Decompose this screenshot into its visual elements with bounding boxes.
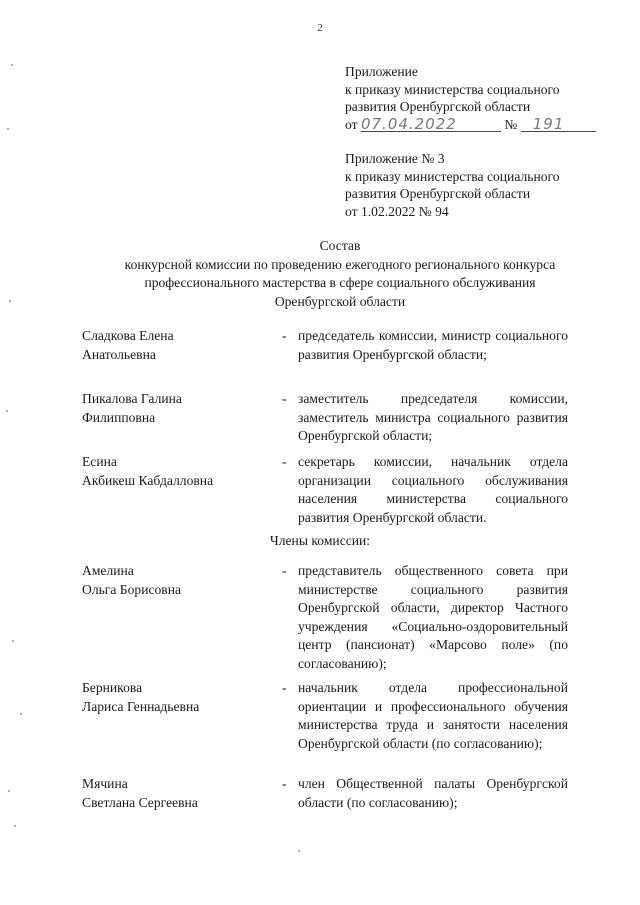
appendix3-ministry-line: развития Оренбургской области — [345, 186, 531, 201]
member-surname: Есина — [82, 454, 117, 469]
number-prefix: № — [504, 116, 518, 132]
dash-separator: - — [282, 391, 287, 406]
member-given-names: Ольга Борисовна — [82, 581, 182, 597]
member-name — [82, 679, 272, 716]
appendix-ministry-line: развития Оренбургской области — [345, 99, 531, 114]
member-surname: Сладкова Елена — [82, 328, 174, 343]
handwritten-date: 07.04.2022 — [360, 114, 457, 133]
member-role: секретарь комиссии, начальник отдела организации социального обслуживания населения министерства социального развития Оренбургской области. — [298, 454, 568, 525]
member-role: председатель комиссии, министр социального развития Оренбургской области; — [298, 328, 568, 362]
handwritten-number-field — [521, 114, 596, 133]
dash-separator: - — [282, 776, 287, 791]
scan-speck — [9, 300, 11, 302]
scan-speck — [14, 825, 16, 827]
date-prefix: от — [345, 116, 358, 132]
title-line-3: профессионального мастерства в сфере социального обслуживания — [144, 275, 536, 290]
member-name — [82, 453, 272, 490]
scan-speck — [6, 410, 8, 412]
dash-separator: - — [282, 680, 287, 695]
handwritten-date-field — [360, 114, 501, 133]
title-line-1: Состав — [319, 238, 361, 253]
appendix-header-previous — [345, 150, 605, 220]
scan-speck — [20, 713, 22, 715]
dash-separator: - — [282, 454, 287, 469]
member-surname: Мячина — [82, 776, 128, 791]
handwritten-number: 191 — [532, 114, 565, 133]
member-given-names: Лариса Геннадьевна — [82, 698, 200, 714]
scan-speck — [7, 128, 9, 130]
title-line-2: конкурсной комиссии по проведению ежегодного регионального конкурса — [124, 256, 556, 272]
appendix3-title: Приложение № 3 — [345, 151, 445, 166]
scan-speck — [12, 640, 14, 642]
member-given-names: Анатольевна — [82, 346, 156, 362]
member-surname: Пикалова Галина — [82, 391, 182, 406]
scan-speck — [8, 790, 10, 792]
member-role: член Общественной палаты Оренбургской области (по согласованию); — [298, 776, 568, 810]
member-given-names: Акбикеш Кабдалловна — [82, 472, 214, 488]
dash-separator: - — [282, 328, 287, 343]
member-given-names: Светлана Сергеевна — [82, 794, 198, 810]
appendix3-date-line: от 1.02.2022 № 94 — [345, 203, 449, 219]
page-number: 2 — [317, 22, 323, 34]
member-name — [82, 390, 272, 427]
appendix-order-line: к приказу министерства социального — [345, 81, 560, 97]
appendix-header-current — [345, 63, 605, 133]
scan-speck — [298, 850, 300, 852]
appendix-date-line — [345, 116, 605, 134]
member-name — [82, 327, 272, 364]
appendix3-order-line: к приказу министерства социального — [345, 168, 560, 184]
member-role: заместитель председателя комиссии, заместитель министра социального развития Оренбургской области; — [298, 391, 568, 443]
member-role: начальник отдела профессиональной ориентации и профессионального обучения министерства труда и занятости населения Оренбургской области (по согласованию); — [298, 680, 568, 751]
member-name — [82, 775, 272, 812]
document-title — [60, 237, 620, 311]
member-given-names: Филипповна — [82, 409, 156, 425]
members-heading: Члены комиссии: — [269, 533, 371, 548]
dash-separator: - — [282, 563, 287, 578]
title-line-4: Оренбургской области — [274, 293, 406, 309]
member-name — [82, 562, 272, 599]
scan-speck — [11, 64, 13, 66]
member-surname: Берникова — [82, 680, 143, 695]
member-role: представитель общественного совета при министерстве социального развития Оренбургской области, директор Частного учреждения «Социально-оздоровительный центр (пансионат) «Марсово поле» (по согласованию); — [298, 563, 568, 671]
appendix-title: Приложение — [345, 64, 418, 79]
member-surname: Амелина — [82, 563, 134, 578]
